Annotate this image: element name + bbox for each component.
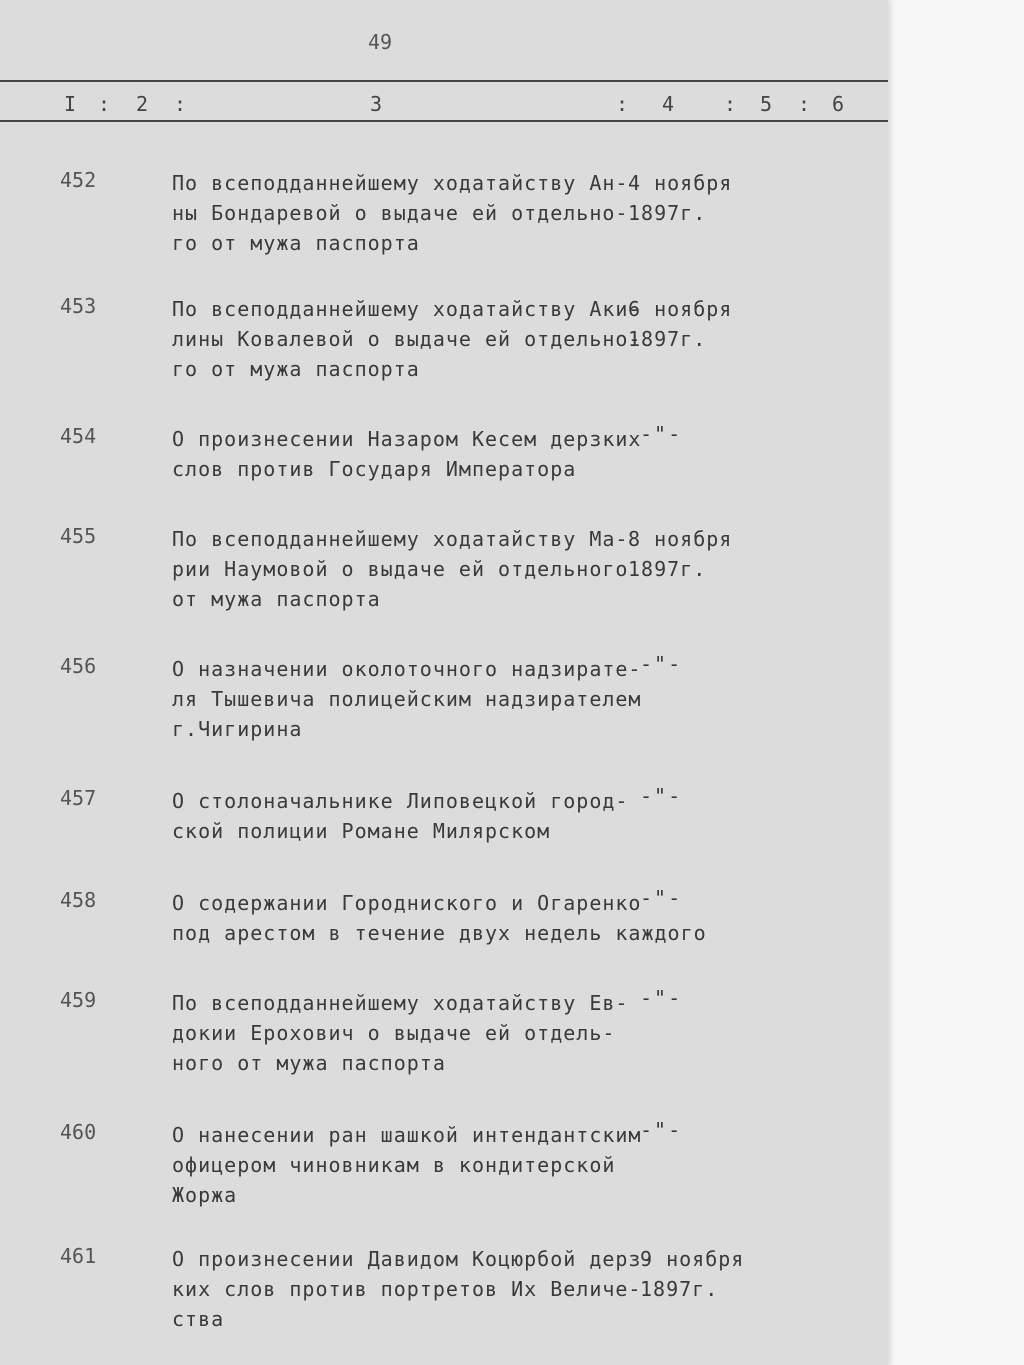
record-date [628,294,732,354]
record-number: 453 [60,294,97,318]
date-year: 1897г. [640,1277,719,1301]
page-number: 49 [368,30,393,54]
description-line: слов против Государя Императора [172,457,577,481]
record-number: 452 [60,168,97,192]
record-date [628,524,732,584]
description-line: О нанесении ран шашкой интендантским [172,1123,642,1147]
record-number: 454 [60,424,97,448]
description-line: О столоначальнике Липовецкой город- [172,789,629,813]
description-line: О произнесении Давидом Коцюрбой дерз- [172,1247,655,1271]
description-line: офицером чиновникам в кондитерской [172,1153,616,1177]
column-separator: : [98,92,111,116]
column-header-2: 2 [136,92,149,116]
record-description [172,168,642,258]
record-description [172,786,642,846]
date-year: 1897г. [628,557,707,581]
description-line: О произнесении Назаром Кесем дерзких [172,427,642,451]
record-description [172,294,642,384]
record-description [172,424,642,484]
record-date [628,168,732,228]
record-number: 461 [60,1244,97,1268]
column-separator: : [174,92,187,116]
description-line: от мужа паспорта [172,587,381,611]
record-number: 459 [60,988,97,1012]
column-header-1: I [64,92,77,116]
description-line: го от мужа паспорта [172,357,420,381]
record-description [172,1120,642,1210]
description-line: Жоржа [172,1183,238,1207]
description-line: По всеподданнейшему ходатайству Аки- [172,297,642,321]
record-number: 457 [60,786,97,810]
column-header-5: 5 [760,92,773,116]
column-header-4: 4 [662,92,675,116]
record-number: 460 [60,1120,97,1144]
description-line: г.Чигирина [172,717,303,741]
description-line: ля Тышевича полицейским надзирателем [172,687,642,711]
ditto-mark: -"- [640,784,683,808]
description-line: По всеподданнейшему ходатайству Ма- [172,527,629,551]
description-line: О назначении околоточного надзирате- [172,657,642,681]
record-date [640,1244,744,1304]
column-header-6: 6 [832,92,845,116]
column-separator: : [616,92,629,116]
record-number: 455 [60,524,97,548]
date-day: 6 ноября [628,297,733,321]
description-line: По всеподданнейшему ходатайству Ев- [172,991,629,1015]
description-line: По всеподданнейшему ходатайству Ан- [172,171,629,195]
column-separator: : [724,92,737,116]
description-line: ской полиции Романе Милярском [172,819,551,843]
record-description [172,988,642,1078]
description-line: под арестом в течение двух недель каждого [172,921,707,945]
record-number: 456 [60,654,97,678]
description-line: ны Бондаревой о выдаче ей отдельно- [172,201,629,225]
record-description [172,654,642,744]
date-day: 4 ноября [628,171,733,195]
ditto-mark: -"- [640,986,683,1010]
date-year: 1897г. [628,327,707,351]
description-line: го от мужа паспорта [172,231,420,255]
ditto-mark: -"- [640,1118,683,1142]
header-rule-bottom [0,120,888,122]
record-number: 458 [60,888,97,912]
date-year: 1897г. [628,201,707,225]
description-line: ких слов против портретов Их Величе- [172,1277,642,1301]
description-line: лины Ковалевой о выдаче ей отдельно- [172,327,642,351]
record-description [172,1244,655,1334]
description-line: рии Наумовой о выдаче ей отдельного [172,557,629,581]
column-separator: : [798,92,811,116]
date-day: 8 ноября [628,527,733,551]
header-rule-top [0,80,888,82]
column-header-3: 3 [370,92,383,116]
record-description [172,524,642,614]
ditto-mark: -"- [640,886,683,910]
description-line: ного от мужа паспорта [172,1051,446,1075]
record-description [172,888,707,948]
date-day: 9 ноября [640,1247,745,1271]
description-line: ства [172,1307,225,1331]
ditto-mark: -"- [640,422,683,446]
description-line: О содержании Городниского и Огаренко [172,891,642,915]
description-line: докии Ерохович о выдаче ей отдель- [172,1021,616,1045]
ditto-mark: -"- [640,652,683,676]
